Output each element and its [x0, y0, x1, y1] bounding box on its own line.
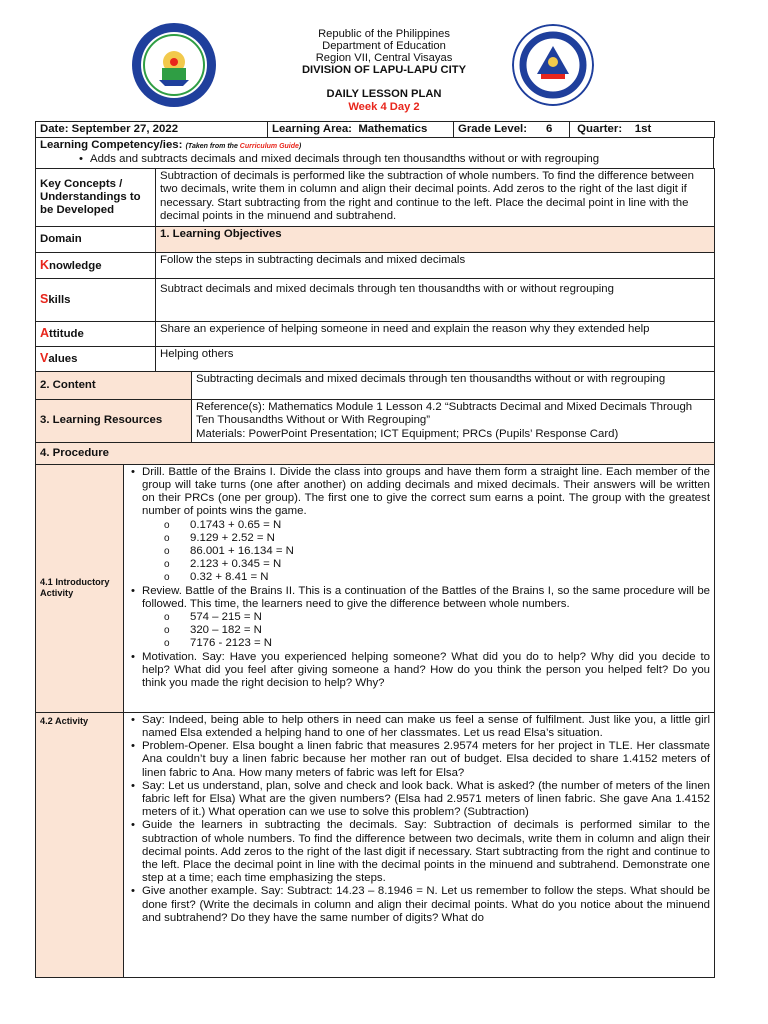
activity-content: [124, 712, 715, 977]
competency-item: • Adds and subtracts decimals and mixed decimals through ten thousandths without or with regrouping: [90, 153, 709, 166]
resources-label: 3. Learning Resources: [36, 400, 192, 443]
grade-level-value: 6: [546, 123, 553, 135]
review-problem: o 574 – 215 = N: [190, 611, 710, 624]
skills-label: [36, 279, 156, 322]
procedure-table: [35, 464, 715, 978]
activity-label: 4.2 Activity: [36, 712, 124, 977]
learning-area-value: Mathematics: [358, 123, 428, 135]
review-text: Review. Battle of the Brains II. This is a continuation of the Battles of the Brains I, so the same procedure will be followed. This time, the learners need to give the difference between whole numbers.: [142, 584, 710, 610]
content-table: [35, 371, 715, 465]
values-cap: V: [40, 351, 49, 366]
attitude-label: [36, 322, 156, 347]
activity-item: • Guide the learners in subtracting the decimals. Say: Subtraction of decimals is performed similar to the subtraction of whole numbers. To find the difference between two decimals, write them in column and align their decimal points. Add zeros to the right of the last digit if necessary. Start subtracting from the right and continue to the left. Place the decimal point in line with the decimal points in the minuend and subtrahend. Demonstrate one step at a time; each time emphasizing the steps.: [142, 819, 710, 885]
knowledge-cap: K: [40, 257, 50, 272]
drill-item: [142, 466, 710, 585]
activity-list: [128, 714, 710, 925]
review-problems: [142, 611, 710, 651]
review-item: [142, 585, 710, 651]
activity-item: • Problem-Opener. Elsa bought a linen fabric that measures 2.9574 meters for her project in TLE. Her classmate Ana couldn’t buy a linen fabric because her mother ran out of budget. Elsa decided to share 1.4152 meters of linen fabric to Ana. How many meters of fabric was left for Elsa?: [142, 740, 710, 780]
competency-table: [35, 137, 714, 169]
meta-table: [35, 121, 715, 138]
note-prefix: (Taken from the: [185, 143, 240, 151]
resources-reference: Reference(s): Mathematics Module 1 Lesson 4.2 “Subtracts Decimal and Mixed Decimals Through Ten Thousandths Without or With Regrouping”: [196, 401, 693, 427]
key-concepts-label: Key Concepts / Understandings to be Developed: [36, 169, 156, 227]
learning-area-label: Learning Area:: [272, 123, 352, 135]
objectives-table: [35, 168, 715, 372]
motivation-item: • Motivation. Say: Have you experienced helping someone? What did you do to help? Why did you decide to help? What did you feel after giving someone a hand? How do you think the person you helped felt? Do you think you made the right decision to help? Why?: [142, 651, 710, 691]
intro-activity-content: [124, 464, 715, 712]
competency-cell: [36, 138, 714, 169]
activity-item: • Say: Let us understand, plan, solve and check and look back. What is asked? (the number of meters of the linen fabric left for Elsa) What are the given numbers? (Elsa had 2.9571 meters of linen fabric. She gave Ana 1.4152 meters of it.) What operation can we use to solve this problem? (Subtraction): [142, 780, 710, 820]
lesson-plan-sheet: [35, 121, 714, 978]
content-label: 2. Content: [36, 372, 192, 400]
review-problem: o 7176 - 2123 = N: [190, 637, 710, 650]
activity-item: • Say: Indeed, being able to help others in need can make us feel a sense of fulfilment. Just like you, a little girl named Elsa extended a helping hand to one of her classmates. Let us read Elsa’s situation.: [142, 714, 710, 740]
grade-level-cell: [454, 122, 570, 138]
attitude-text: Share an experience of helping someone in need and explain the reason why they extended help: [156, 322, 715, 347]
skills-text: Subtract decimals and mixed decimals through ten thousandths with or without regrouping: [156, 279, 715, 322]
competency-label: Learning Competency/ies:: [40, 139, 183, 152]
learning-area-cell: [268, 122, 454, 138]
activity-item: • Give another example. Say: Subtract: 14.23 – 8.1946 = N. Let us remember to follow the steps. What should be done first? (Write the decimals in column and align their decimal points. What do you notice about the minuend and subtrahend? Do they have the same number of digits? What do: [142, 885, 710, 925]
knowledge-rest: nowledge: [49, 259, 102, 272]
drill-problem: o 0.1743 + 0.65 = N: [190, 519, 710, 532]
procedure-heading: 4. Procedure: [36, 442, 715, 464]
competency-list: [40, 153, 709, 166]
objectives-heading: 1. Learning Objectives: [156, 227, 715, 253]
drill-problem: o 86.001 + 16.134 = N: [190, 545, 710, 558]
intro-activity-label: 4.1 Introductory Activity: [36, 464, 124, 712]
curriculum-guide-link: Curriculum Guide: [239, 143, 299, 151]
drill-problem: o 0.32 + 8.41 = N: [190, 571, 710, 584]
content-text: Subtracting decimals and mixed decimals through ten thousandths without or with regrouping: [192, 372, 715, 400]
republic-line: Republic of the Philippines: [318, 28, 450, 40]
date-cell: Date: September 27, 2022: [36, 122, 268, 138]
quarter-label: Quarter:: [577, 123, 623, 135]
values-rest: alues: [48, 353, 78, 366]
key-concepts-text: Subtraction of decimals is performed like the subtraction of whole numbers. To find the difference between two decimals, write them in column and align their decimal points. Add zeros to the right of the last digit if necessary. Start subtracting from the right and continue to the left. Place the decimal point in line with the decimal points in the minuend and subtrahend.: [156, 169, 715, 227]
skills-cap: S: [40, 292, 49, 307]
skills-rest: kills: [48, 294, 71, 307]
division-line: DIVISION OF LAPU-LAPU CITY: [301, 64, 467, 76]
drill-problem: o 9.129 + 2.52 = N: [190, 532, 710, 545]
attitude-cap: A: [40, 326, 50, 341]
quarter-cell: [570, 122, 715, 138]
department-line: Department of Education: [322, 40, 446, 52]
intro-list: [128, 466, 710, 690]
review-problem: o 320 – 182 = N: [190, 624, 710, 637]
resources-materials: Materials: PowerPoint Presentation; ICT Equipment; PRCs (Pupils’ Response Card): [196, 427, 619, 440]
note-suffix: ): [298, 143, 302, 151]
competency-note: [186, 143, 302, 150]
drill-problems: [142, 519, 710, 585]
values-label: [36, 347, 156, 372]
week-day: Week 4 Day 2: [348, 101, 420, 113]
grade-level-label: Grade Level:: [458, 123, 528, 135]
region-line: Region VII, Central Visayas: [315, 52, 453, 64]
attitude-rest: ttitude: [49, 328, 84, 341]
knowledge-label: [36, 253, 156, 279]
resources-cell: [192, 400, 715, 443]
drill-text: Drill. Battle of the Brains I. Divide the class into groups and have them form a straight line. Each member of the group will take turns (one after another) on adding decimals and mixed decimals. Their answers will be written on their PRCs (one per group). The first one to give the correct sum earns a point. The group with the greatest number of points wins the game.: [142, 465, 710, 518]
knowledge-text: Follow the steps in subtracting decimals and mixed decimals: [156, 253, 715, 279]
domain-label: Domain: [36, 227, 156, 253]
values-text: Helping others: [156, 347, 715, 372]
drill-problem: o 2.123 + 0.345 = N: [190, 558, 710, 571]
plan-title: DAILY LESSON PLAN: [326, 88, 442, 100]
quarter-value: 1st: [634, 123, 652, 135]
